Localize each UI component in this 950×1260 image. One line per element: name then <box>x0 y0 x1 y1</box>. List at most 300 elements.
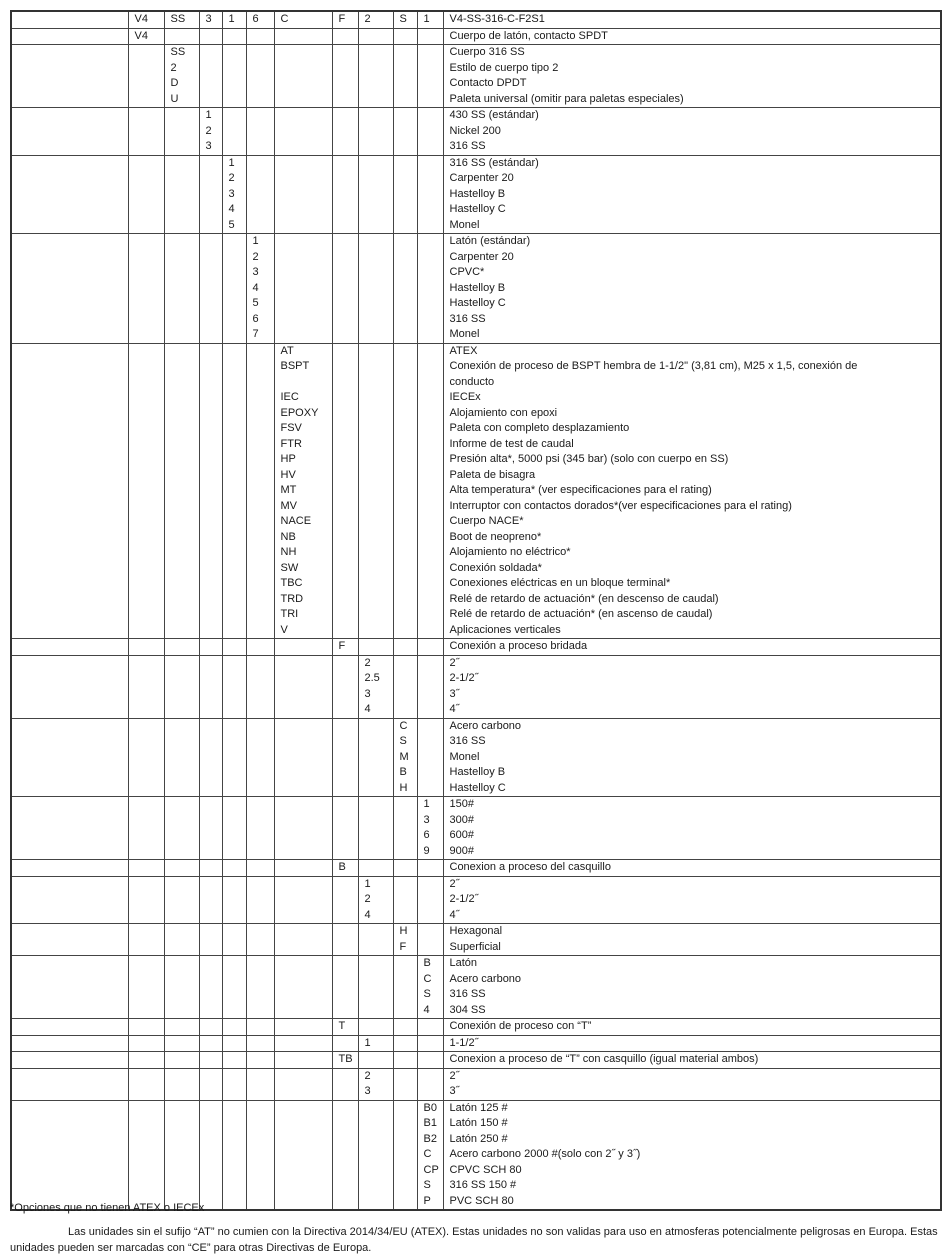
cell-line <box>424 924 443 940</box>
cell-line <box>229 45 246 61</box>
cell-material <box>393 655 417 718</box>
cell-line: S <box>399 735 407 747</box>
cell-option <box>274 718 332 797</box>
cell-paddle <box>199 234 222 344</box>
cell-line: Superficial <box>449 940 501 953</box>
cell-rating <box>417 155 443 234</box>
cell-line <box>135 860 164 876</box>
cell-line <box>171 108 199 124</box>
cell-line <box>365 719 393 735</box>
cell-line: 4 <box>252 281 259 294</box>
cell-connection <box>332 924 358 956</box>
cell-paddle <box>199 155 222 234</box>
table-row <box>11 11 941 28</box>
cell-line: H <box>399 781 408 794</box>
cell-line <box>171 1052 199 1068</box>
cell-line <box>400 45 417 61</box>
cell-description <box>443 108 941 156</box>
cell-rating <box>417 718 443 797</box>
cell-description <box>443 655 941 718</box>
cell-material <box>393 45 417 108</box>
cell-body <box>164 860 199 877</box>
cell-option <box>274 1035 332 1052</box>
cell-line <box>135 797 164 813</box>
cell-line <box>253 1052 274 1068</box>
cell-body <box>164 1068 199 1100</box>
cell-option <box>274 234 332 344</box>
cell-line <box>424 156 443 172</box>
cell-rating <box>417 1068 443 1100</box>
cell-rating <box>417 108 443 156</box>
cell-line <box>281 656 332 672</box>
cell-line <box>253 956 274 972</box>
cell-line: SS <box>170 46 186 58</box>
cell-line: 316 SS <box>449 312 486 325</box>
cell-line: Monel <box>449 328 480 340</box>
cell-line <box>339 45 358 61</box>
cell-size <box>358 28 393 45</box>
cell-line <box>281 108 332 124</box>
cell-line: 9 <box>423 844 430 857</box>
cell-line <box>424 1069 443 1085</box>
cell-line: Latón <box>449 957 478 969</box>
cell-line <box>365 639 393 655</box>
cell-line: 150# <box>449 798 474 810</box>
cell-size <box>358 718 393 797</box>
cell-body-material <box>222 108 246 156</box>
cell-line: SS <box>170 13 186 25</box>
cell-line <box>400 29 417 45</box>
cell-line <box>424 656 443 672</box>
cell-option <box>274 28 332 45</box>
cell-line: S <box>423 988 431 1000</box>
cell-line: Hastelloy B <box>449 766 506 778</box>
cell-line: 2 <box>228 172 235 184</box>
cell-material <box>393 639 417 656</box>
cell-series <box>128 1068 164 1100</box>
cell-option <box>274 956 332 1019</box>
cell-line: 316 SS 150 # <box>449 1179 517 1191</box>
cell-paddle-material <box>246 108 274 156</box>
cell-line <box>171 156 199 172</box>
cell-blank <box>11 1068 128 1100</box>
cell-material <box>393 1100 417 1210</box>
cell-line: 2˝ <box>449 656 460 669</box>
cell-connection <box>332 797 358 860</box>
cell-blank <box>11 45 128 108</box>
cell-line <box>18 639 128 655</box>
cell-line <box>229 1069 246 1085</box>
cell-line: 2 <box>170 61 177 74</box>
cell-series <box>128 860 164 877</box>
cell-size <box>358 1019 393 1036</box>
cell-line <box>281 1036 332 1052</box>
cell-line <box>339 956 358 972</box>
table-row <box>11 860 941 877</box>
cell-body <box>164 797 199 860</box>
cell-body-material <box>222 234 246 344</box>
cell-line <box>281 29 332 45</box>
cell-line <box>400 1052 417 1068</box>
cell-blank <box>11 1035 128 1052</box>
cell-line: Hastelloy C <box>449 297 506 309</box>
cell-line: 4 <box>228 203 235 215</box>
cell-description <box>443 1068 941 1100</box>
cell-line <box>18 1101 128 1117</box>
cell-line <box>135 45 164 61</box>
cell-paddle <box>199 45 222 108</box>
cell-line <box>229 1101 246 1117</box>
cell-connection <box>332 956 358 1019</box>
cell-line <box>229 656 246 672</box>
cell-paddle <box>199 108 222 156</box>
cell-line: 1 <box>205 109 212 121</box>
cell-material <box>393 234 417 344</box>
cell-line: Latón 250 # <box>449 1132 508 1145</box>
cell-line: 1-1/2˝ <box>449 1036 479 1049</box>
table-row <box>11 1068 941 1100</box>
cell-paddle-material <box>246 924 274 956</box>
cell-paddle <box>199 655 222 718</box>
cell-paddle <box>199 1052 222 1069</box>
cell-line <box>135 719 164 735</box>
cell-line <box>400 639 417 655</box>
cell-series <box>128 639 164 656</box>
cell-line: TRI <box>280 608 299 620</box>
cell-option <box>274 639 332 656</box>
cell-series <box>128 956 164 1019</box>
cell-line <box>206 1069 222 1085</box>
cell-line: Alojamiento no eléctrico* <box>449 546 571 558</box>
cell-option <box>274 1068 332 1100</box>
cell-paddle-material <box>246 797 274 860</box>
cell-blank <box>11 28 128 45</box>
cell-line: 2 <box>364 893 371 905</box>
cell-line: Monel <box>449 218 480 231</box>
cell-material <box>393 797 417 860</box>
footnote: *Opciones que no tienen ATEX o IECEx <box>10 1202 205 1214</box>
cell-line <box>206 956 222 972</box>
cell-body-material <box>222 876 246 924</box>
cell-line: 1 <box>228 13 235 25</box>
cell-line <box>281 1019 332 1035</box>
cell-size <box>358 343 393 639</box>
cell-paddle <box>199 28 222 45</box>
cell-description <box>443 343 941 639</box>
cell-line <box>339 108 358 124</box>
cell-line: C <box>423 1148 432 1160</box>
cell-line <box>253 924 274 940</box>
cell-paddle-material <box>246 155 274 234</box>
cell-blank <box>11 234 128 344</box>
cell-paddle <box>199 11 222 28</box>
cell-line: HV <box>280 468 296 481</box>
cell-body <box>164 45 199 108</box>
cell-connection <box>332 718 358 797</box>
cell-line <box>253 156 274 172</box>
cell-line <box>229 639 246 655</box>
cell-size <box>358 860 393 877</box>
cell-body-material <box>222 655 246 718</box>
cell-material <box>393 876 417 924</box>
cell-rating <box>417 639 443 656</box>
cell-line: 300# <box>449 813 474 826</box>
cell-line: B <box>423 957 431 969</box>
cell-size <box>358 1035 393 1052</box>
cell-line: 5 <box>228 218 235 231</box>
cell-blank <box>11 1052 128 1069</box>
cell-line <box>135 156 164 172</box>
cell-size <box>358 155 393 234</box>
cell-line: Relé de retardo de actuación* (en ascenso de caudal) <box>449 608 713 620</box>
cell-line <box>171 956 199 972</box>
cell-line <box>229 1052 246 1068</box>
cell-line <box>339 1036 358 1052</box>
cell-paddle-material <box>246 343 274 639</box>
cell-line <box>281 860 332 876</box>
cell-line: MT <box>280 484 297 496</box>
table-row <box>11 28 941 45</box>
cell-paddle <box>199 860 222 877</box>
cell-rating <box>417 1100 443 1210</box>
cell-line <box>281 375 332 391</box>
cell-line: Conexión soldada* <box>449 561 542 574</box>
cell-line <box>18 344 128 360</box>
cell-line: NH <box>280 546 297 558</box>
cell-material <box>393 1019 417 1036</box>
cell-blank <box>11 155 128 234</box>
cell-material <box>393 956 417 1019</box>
cell-line: 1 <box>364 877 371 890</box>
cell-line <box>18 656 128 672</box>
cell-description <box>443 11 941 28</box>
cell-rating <box>417 28 443 45</box>
cell-line <box>339 797 358 813</box>
cell-line <box>339 1069 358 1085</box>
cell-line: 2˝ <box>449 1069 460 1082</box>
cell-body <box>164 155 199 234</box>
cell-description <box>443 924 941 956</box>
cell-line: Informe de test de caudal <box>449 437 574 450</box>
cell-line <box>253 1019 274 1035</box>
cell-line <box>281 719 332 735</box>
cell-body-material <box>222 718 246 797</box>
cell-series <box>128 718 164 797</box>
cell-line <box>206 797 222 813</box>
cell-line: 2 <box>364 1069 371 1082</box>
cell-series <box>128 1019 164 1036</box>
cell-description <box>443 1019 941 1036</box>
cell-option <box>274 876 332 924</box>
cell-line <box>229 924 246 940</box>
table-row <box>11 718 941 797</box>
cell-line <box>171 1019 199 1035</box>
cell-description <box>443 876 941 924</box>
cell-line: Acero carbono 2000 #(solo con 2˝ y 3˝) <box>449 1148 641 1160</box>
cell-line: F <box>338 13 346 25</box>
cell-line <box>171 656 199 672</box>
cell-line <box>229 344 246 360</box>
cell-line: 3 <box>364 687 371 700</box>
cell-line <box>281 1069 332 1085</box>
cell-connection <box>332 1068 358 1100</box>
cell-line <box>424 1052 443 1068</box>
cell-body-material <box>222 1035 246 1052</box>
cell-line: 6 <box>252 312 259 325</box>
cell-description <box>443 1100 941 1210</box>
cell-line <box>18 156 128 172</box>
cell-option <box>274 45 332 108</box>
cell-line <box>339 877 358 893</box>
cell-size <box>358 1052 393 1069</box>
cell-line: Hastelloy C <box>449 203 506 215</box>
cell-line: 2 <box>364 13 371 25</box>
cell-line <box>281 639 332 655</box>
cell-line: Acero carbono <box>449 972 522 985</box>
cell-line <box>253 1101 274 1117</box>
cell-paddle-material <box>246 639 274 656</box>
cell-rating <box>417 797 443 860</box>
cell-option <box>274 860 332 877</box>
table-row <box>11 956 941 1019</box>
cell-body-material <box>222 155 246 234</box>
cell-series <box>128 876 164 924</box>
cell-line <box>365 956 393 972</box>
cell-line: 2˝ <box>449 877 460 890</box>
cell-paddle-material <box>246 1100 274 1210</box>
cell-paddle <box>199 797 222 860</box>
cell-line <box>281 797 332 813</box>
ordering-code-document <box>10 10 940 1211</box>
cell-paddle-material <box>246 234 274 344</box>
cell-line <box>365 797 393 813</box>
cell-line <box>339 719 358 735</box>
cell-line <box>18 108 128 124</box>
cell-line <box>424 719 443 735</box>
cell-line: M <box>399 750 409 763</box>
cell-line <box>18 877 128 893</box>
cell-line <box>339 29 358 45</box>
cell-rating <box>417 860 443 877</box>
cell-line <box>171 1069 199 1085</box>
cell-option <box>274 797 332 860</box>
cell-blank <box>11 639 128 656</box>
cell-body-material <box>222 1100 246 1210</box>
cell-line <box>18 719 128 735</box>
cell-body <box>164 234 199 344</box>
cell-body <box>164 343 199 639</box>
cell-line <box>424 45 443 61</box>
cell-line: BSPT <box>280 360 310 372</box>
cell-blank <box>11 718 128 797</box>
cell-line: F <box>338 640 346 652</box>
cell-line: Latón 125 # <box>449 1101 508 1114</box>
cell-line <box>424 1019 443 1035</box>
cell-line: 6 <box>252 13 259 25</box>
cell-line: NACE <box>280 515 312 527</box>
cell-rating <box>417 956 443 1019</box>
cell-line <box>171 877 199 893</box>
notes-section <box>10 1200 940 1256</box>
cell-option <box>274 108 332 156</box>
cell-line: Alta temperatura* (ver especificaciones para el rating) <box>449 484 712 496</box>
cell-line: 304 SS <box>449 1003 486 1016</box>
cell-description <box>443 860 941 877</box>
cell-line <box>135 1101 164 1117</box>
cell-line <box>400 860 417 876</box>
cell-line <box>400 1101 417 1117</box>
cell-series <box>128 924 164 956</box>
cell-line: 4˝ <box>449 703 460 715</box>
cell-size <box>358 655 393 718</box>
cell-line <box>206 924 222 940</box>
cell-line <box>206 639 222 655</box>
cell-rating <box>417 234 443 344</box>
cell-series <box>128 797 164 860</box>
cell-paddle <box>199 876 222 924</box>
cell-line <box>281 877 332 893</box>
cell-paddle <box>199 718 222 797</box>
cell-line <box>18 956 128 972</box>
cell-connection <box>332 876 358 924</box>
cell-line: Aplicaciones verticales <box>449 623 561 636</box>
cell-line <box>135 924 164 940</box>
table-row <box>11 1100 941 1210</box>
cell-connection <box>332 1035 358 1052</box>
cell-line <box>135 344 164 360</box>
cell-line <box>229 797 246 813</box>
cell-line: B <box>399 766 407 778</box>
cell-line <box>229 29 246 45</box>
cell-line <box>339 656 358 672</box>
cell-line <box>424 639 443 655</box>
cell-material <box>393 11 417 28</box>
cell-line <box>206 656 222 672</box>
cell-line: Monel <box>449 750 480 763</box>
cell-paddle <box>199 1019 222 1036</box>
cell-line <box>339 344 358 360</box>
cell-line: 2-1/2˝ <box>449 672 479 684</box>
cell-line <box>253 797 274 813</box>
cell-line <box>253 1069 274 1085</box>
cell-line <box>281 234 332 250</box>
cell-line <box>135 234 164 250</box>
cell-body-material <box>222 28 246 45</box>
cell-line <box>281 45 332 61</box>
cell-line: Carpenter 20 <box>449 250 514 263</box>
cell-line: 2-1/2˝ <box>449 893 479 905</box>
cell-line <box>424 234 443 250</box>
cell-line <box>253 344 274 360</box>
cell-line: Hastelloy B <box>449 187 506 200</box>
cell-description <box>443 718 941 797</box>
cell-description <box>443 797 941 860</box>
cell-line: Cuerpo 316 SS <box>449 46 525 58</box>
cell-rating <box>417 876 443 924</box>
table-row <box>11 234 941 344</box>
cell-line <box>365 156 393 172</box>
cell-paddle <box>199 639 222 656</box>
cell-line <box>400 234 417 250</box>
cell-body-material <box>222 11 246 28</box>
cell-rating <box>417 1019 443 1036</box>
cell-line: 1 <box>252 235 259 247</box>
cell-material <box>393 155 417 234</box>
cell-description <box>443 45 941 108</box>
cell-line <box>424 344 443 360</box>
cell-line <box>229 1019 246 1035</box>
cell-line <box>281 924 332 940</box>
